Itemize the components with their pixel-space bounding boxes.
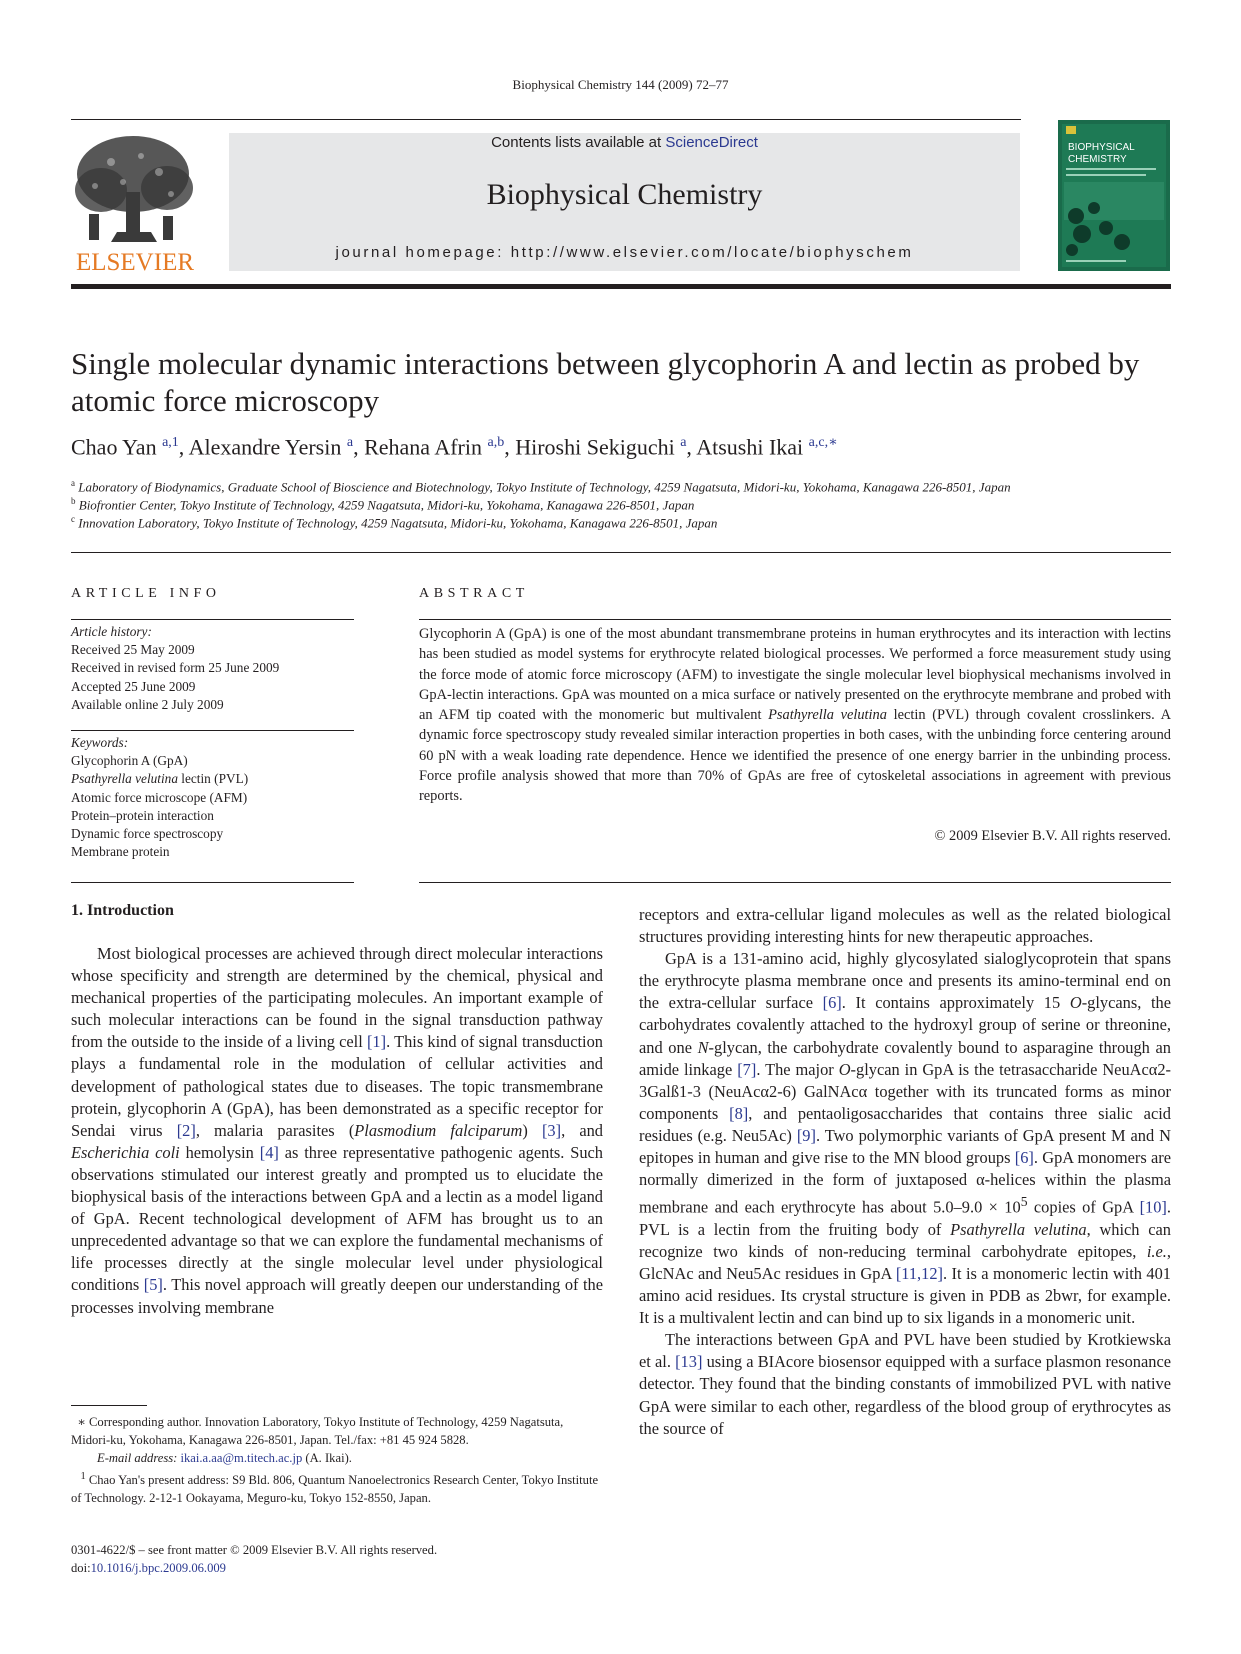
italic-text: O xyxy=(1069,993,1082,1013)
citation-link[interactable]: [6] xyxy=(1014,1148,1034,1168)
email-suffix: (A. Ikai). xyxy=(302,1451,352,1466)
author-separator: , xyxy=(504,434,516,460)
masthead-rule xyxy=(71,284,1171,289)
footnote-mark: 1 xyxy=(80,1470,86,1482)
keywords-rule xyxy=(71,730,354,731)
text: Most biological processes are achieved through direct molecular interactions whose specificity and strength are determined by the chemical, physical and mechanical properties of the participating molecules. An important example of such molecular interactions can be found in the signal transduction pathway from the outside to the inside of a living cell xyxy=(71,944,603,1052)
article-info-heading: ARTICLE INFO xyxy=(71,586,221,601)
text: hemolysin xyxy=(179,1142,260,1162)
citation-link[interactable]: [4] xyxy=(259,1142,279,1162)
article-info-rule xyxy=(71,619,354,620)
affiliation-rule xyxy=(71,552,1171,553)
keyword-rest: lectin (PVL) xyxy=(177,771,249,787)
text: , GlcNAc and Neu5Ac residues in GpA xyxy=(639,1241,1171,1283)
citation-link[interactable]: [13] xyxy=(675,1352,703,1372)
text: using a BIAcore biosensor equipped with a surface plasmon resonance detector. They found that the binding constants of immobilized PVL with native GpA were similar to each other, regardless of the blood group of erythrocytes as the source of xyxy=(639,1352,1171,1438)
author-list xyxy=(71,434,1181,460)
header-rule xyxy=(71,119,1021,120)
journal-name: Biophysical Chemistry xyxy=(486,178,763,211)
citation-link[interactable]: [1] xyxy=(366,1032,387,1052)
abstract-italic: Psathyrella velutina xyxy=(768,707,887,724)
text: as three representative pathogenic agents. Such observations stimulated our interest greatly and prompted us to elucidate the biophysical basis of the interactions between GpA and a lectin as a model ligand of GpA. Recent technological development of AFM has brought us to an unprecedented advantage so that we can explore the fundamental mechanisms of life processes directly at the single molecular level under physiological conditions xyxy=(71,1142,604,1295)
footnotes xyxy=(71,1413,603,1507)
italic-text: i.e. xyxy=(1146,1241,1167,1261)
contents-line xyxy=(229,134,1020,151)
affiliation-mark: b xyxy=(71,496,76,506)
affiliation-a xyxy=(71,478,1191,495)
footnote-1 xyxy=(71,1468,603,1508)
footnote-mark: ∗ xyxy=(77,1415,86,1429)
footnote-text: Chao Yan's present address: S9 Bld. 806, Quantum Nanoelectronics Research Center, Tokyo Institute of Technology. 2-12-1 Ookayama, Meguro-ku, Tokyo 152-8550, Japan. xyxy=(71,1472,599,1505)
affiliation-text: Biofrontier Center, Tokyo Institute of Technology, 4259 Nagatsuta, Midori-ku, Yokohama, Kanagawa 226-8501, Japan xyxy=(78,497,695,513)
paragraph xyxy=(71,943,603,1319)
journal-homepage[interactable]: journal homepage: http://www.elsevier.com/locate/biophyschem xyxy=(335,244,914,261)
author-affiliation-mark[interactable]: a xyxy=(346,435,354,450)
abstract-heading: ABSTRACT xyxy=(419,586,529,601)
journal-cover xyxy=(1058,120,1170,271)
citation-link[interactable]: [9] xyxy=(796,1125,816,1145)
history-accepted: Accepted 25 June 2009 xyxy=(71,678,196,694)
italic-text: Plasmodium falciparum xyxy=(354,1120,523,1140)
author-name: Rehana Afrin xyxy=(364,434,482,460)
elsevier-logo xyxy=(71,132,199,274)
citation-link[interactable]: [7] xyxy=(737,1059,757,1079)
author-separator: , xyxy=(686,434,697,460)
citation-link[interactable]: [2] xyxy=(176,1120,196,1140)
paragraph xyxy=(639,1329,1171,1439)
text: -glycans, the carbohydrates covalently attached to the hydroxyl group of serine or threonine, and one xyxy=(639,993,1171,1057)
author-affiliation-mark[interactable]: a xyxy=(680,435,687,450)
keyword-item: Dynamic force spectroscopy xyxy=(71,826,224,842)
italic-text: N xyxy=(697,1037,709,1057)
text: , and pentaoligosaccharides that contains three sialic acid residues (e.g. Neu5Ac) xyxy=(639,1103,1171,1145)
text: The interactions between GpA and PVL have been studied by Krotkiewska et al. xyxy=(639,1330,1171,1372)
text: ) xyxy=(522,1120,542,1140)
email-link[interactable]: ikai.a.aa@m.titech.ac.jp xyxy=(180,1451,303,1466)
author-name: Hiroshi Sekiguchi xyxy=(515,434,675,460)
author-separator: , xyxy=(353,434,365,460)
doi-label: doi: xyxy=(71,1561,91,1576)
affiliation-mark: a xyxy=(71,478,75,488)
author-name: Chao Yan xyxy=(71,434,157,460)
affiliation-b xyxy=(71,496,1191,513)
italic-text: Psathyrella velutina xyxy=(950,1219,1087,1239)
abstract-copyright: © 2009 Elsevier B.V. All rights reserved. xyxy=(934,828,1171,844)
citation-link[interactable]: [3] xyxy=(541,1120,562,1140)
history-label: Article history: xyxy=(71,624,152,639)
text: , which can recognize two kinds of non-reducing terminal carbohydrate epitopes, xyxy=(639,1219,1171,1261)
front-matter xyxy=(71,1541,603,1577)
text: . GpA monomers are normally dimerized in the form of juxtaposed α-helices within the plasma membrane and each erythrocyte has about 5.0–9.0 × 10 xyxy=(639,1148,1171,1217)
right-column xyxy=(639,904,1171,1440)
abstract-rule xyxy=(419,619,1171,620)
abstract-bottom-rule xyxy=(419,882,1171,883)
affiliation-mark: c xyxy=(71,514,75,524)
author-affiliation-mark[interactable]: a,b xyxy=(487,435,505,450)
article-title: Single molecular dynamic interactions between glycophorin A and lectin as probed by atomic force microscopy xyxy=(71,346,1140,418)
text: . This novel approach will greatly deepen our understanding of the processes involving membrane xyxy=(71,1275,603,1317)
author-affiliation-mark[interactable]: a,c,∗ xyxy=(808,435,838,450)
superscript: 5 xyxy=(1020,1194,1028,1210)
text: . It contains approximately 15 xyxy=(841,993,1070,1013)
paragraph: receptors and extra-cellular ligand molecules as well as the related biological structures providing interesting hints for new therapeutic approaches. xyxy=(639,905,1171,947)
citation-link[interactable]: [10] xyxy=(1139,1197,1167,1217)
text: , and xyxy=(561,1120,603,1140)
elsevier-tree-icon xyxy=(71,132,199,274)
text: -glycan, the carbohydrate covalently bound to asparagine through an amide linkage xyxy=(639,1037,1171,1079)
history-online: Available online 2 July 2009 xyxy=(71,696,224,712)
paragraph xyxy=(639,948,1171,1329)
keywords xyxy=(71,734,361,861)
author-affiliation-mark[interactable]: a,1 xyxy=(162,435,179,450)
text: -glycan in GpA is the tetrasaccharide NeuAcα2-3Galß1-3 (NeuAcα2-6) GalNAcα together with its truncated forms as minor components xyxy=(639,1059,1171,1123)
svg-text:ELSEVIER: ELSEVIER xyxy=(75,249,195,274)
email-label: E-mail address: xyxy=(97,1451,178,1466)
svg-text:CHEMISTRY: CHEMISTRY xyxy=(1068,154,1127,165)
author-name: Atsushi Ikai xyxy=(696,434,804,460)
issn-line: 0301-4622/$ – see front matter © 2009 Elsevier B.V. All rights reserved. xyxy=(71,1543,438,1557)
affiliation-text: Innovation Laboratory, Tokyo Institute of Technology, 4259 Nagatsuta, Midori-ku, Yokohama, Kanagawa 226-8501, Japan xyxy=(78,515,718,531)
footnote-rule xyxy=(71,1405,147,1406)
text: . It is a monomeric lectin with 401 amino acid residues. Its crystal structure is given in PDB as 2bwr, for example. It is a multivalent lectin and can bind up to six ligands in a monomeric unit. xyxy=(639,1263,1172,1328)
text: . The major xyxy=(756,1059,839,1079)
citation-link[interactable]: [8] xyxy=(729,1103,749,1123)
keywords-label: Keywords: xyxy=(71,735,129,750)
text: . This kind of signal transduction plays a fundamental role in the modulation of cellular activities and development of pathological states due to diseases. The topic transmembrane protein, glycophorin A (GpA), has been demonstrated as a specific receptor for Sendai virus xyxy=(71,1032,603,1140)
keyword-item: Atomic force microscope (AFM) xyxy=(71,789,248,805)
text: . Two polymorphic variants of GpA present M and N epitopes in human and give rise to the MN blood groups xyxy=(639,1125,1171,1168)
author-separator: , xyxy=(178,434,189,460)
article-history xyxy=(71,623,361,714)
section-heading: 1. Introduction xyxy=(71,902,174,919)
author-name: Alexandre Yersin xyxy=(188,434,342,460)
abstract-text xyxy=(419,624,1171,807)
affiliation-text: Laboratory of Biodynamics, Graduate School of Bioscience and Biotechnology, Tokyo Institute of Technology, 4259 Nagatsuta, Midori-ku, Yokohama, Kanagawa 226-8501, Japan xyxy=(78,479,1011,495)
history-received: Received 25 May 2009 xyxy=(71,642,195,658)
article-info-bottom-rule xyxy=(71,882,354,883)
citation-link[interactable]: [5] xyxy=(143,1275,163,1295)
sciencedirect-link[interactable]: ScienceDirect xyxy=(665,134,758,151)
doi-line xyxy=(71,1559,603,1577)
running-head: Biophysical Chemistry 144 (2009) 72–77 xyxy=(512,77,729,92)
abstract-part: Glycophorin A (GpA) is one of the most abundant transmembrane proteins in human erythrocytes and its interaction with lectins has been studied as model systems for erythrocyte related biological processes. We performed a force measurement study using the force mode of atomic force microscopy (AFM) to investigate the single molecular level biophysical mechanisms involved in GpA-lectin interactions. GpA was mounted on a mica surface or natively presented on the erythrocyte membrane and probed with an AFM tip coated with the monomeric but multivalent xyxy=(419,626,1171,724)
footnote-corresponding xyxy=(71,1413,603,1449)
svg-text:BIOPHYSICAL: BIOPHYSICAL xyxy=(1068,142,1135,153)
footnote-text: Corresponding author. Innovation Laboratory, Tokyo Institute of Technology, 4259 Nagatsuta, Midori-ku, Yokohama, Kanagawa 226-8501, Japan. Tel./fax: +81 45 924 5828. xyxy=(71,1415,564,1448)
footnote-email xyxy=(71,1449,603,1467)
keyword-item: Protein–protein interaction xyxy=(71,807,214,823)
text: GpA is a 131-amino acid, highly glycosylated sialoglycoprotein that spans the erythrocyte plasma membrane once and presents its amino-terminal end on the extra-cellular surface xyxy=(639,949,1171,1013)
history-revised: Received in revised form 25 June 2009 xyxy=(71,660,280,676)
doi-link[interactable]: 10.1016/j.bpc.2009.06.009 xyxy=(90,1561,226,1576)
keyword-item: Glycophorin A (GpA) xyxy=(71,753,188,769)
keyword-italic: Psathyrella velutina xyxy=(71,771,178,787)
italic-text: O xyxy=(838,1059,851,1079)
keyword-item: Membrane protein xyxy=(71,844,170,860)
abstract-part: lectin (PVL) through covalent crosslinkers. A dynamic force spectroscopy study revealed similar interaction properties in both cases, with the unbinding force centering around 60 pN with a weak loading rate dependence. Hence we identified the presence of one energy barrier in the unbinding process. Force profile analysis showed that more than 70% of GpAs are free of cytoskeletal associations in agreement with previous reports. xyxy=(419,707,1171,805)
text: . PVL is a lectin from the fruiting body of xyxy=(639,1197,1171,1239)
text: copies of GpA xyxy=(1027,1197,1140,1217)
citation-link[interactable]: [11,12] xyxy=(895,1263,943,1283)
contents-prefix: Contents lists available at xyxy=(491,134,666,151)
keyword-item xyxy=(71,770,361,788)
left-column xyxy=(71,943,603,1319)
citation-link[interactable]: [6] xyxy=(822,993,842,1013)
affiliation-c xyxy=(71,514,1191,531)
italic-text: Escherichia coli xyxy=(71,1142,180,1162)
text: , malaria parasites ( xyxy=(195,1120,355,1140)
journal-cover-image xyxy=(1058,120,1170,271)
